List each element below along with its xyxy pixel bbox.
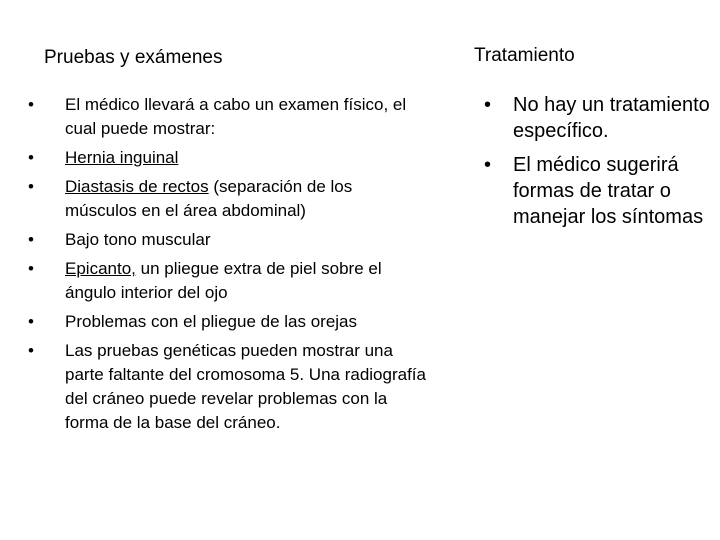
- list-item: [28, 339, 428, 435]
- bullet-icon: •: [28, 177, 34, 196]
- hernia-inguinal-link[interactable]: Hernia inguinal: [65, 148, 179, 167]
- bullet-icon: •: [28, 230, 34, 249]
- item-text: Bajo tono muscular: [65, 230, 211, 249]
- left-bullet-list: [28, 93, 428, 440]
- item-text: No hay un tratamiento específico.: [513, 94, 710, 142]
- list-item: [28, 228, 428, 252]
- bullet-icon: •: [28, 95, 34, 114]
- list-item: [28, 310, 428, 334]
- item-text: un pliegue extra de piel sobre el ángulo interior del ojo: [65, 259, 382, 302]
- item-text: Las pruebas genéticas pueden mostrar una parte faltante del cromosoma 5. Una radiografía del cráneo puede revelar problemas con la forma de la base del cráneo.: [65, 341, 426, 432]
- bullet-icon: •: [28, 312, 34, 331]
- list-item: [484, 92, 720, 144]
- epicanto-link[interactable]: Epicanto,: [65, 259, 136, 278]
- list-item: [28, 257, 428, 305]
- item-text: El médico llevará a cabo un examen físico, el cual puede mostrar:: [65, 95, 407, 138]
- right-bullet-list: [484, 92, 720, 238]
- bullet-icon: •: [484, 94, 492, 116]
- bullet-icon: •: [28, 148, 34, 167]
- right-column-title: Tratamiento: [474, 45, 575, 66]
- bullet-icon: •: [28, 341, 34, 360]
- bullet-icon: •: [28, 259, 34, 278]
- list-item: [28, 93, 428, 141]
- bullet-icon: •: [484, 154, 492, 176]
- list-item: [28, 146, 428, 170]
- item-text: Problemas con el pliegue de las orejas: [65, 312, 358, 331]
- item-text: El médico sugerirá formas de tratar o manejar los síntomas: [513, 154, 704, 228]
- diastasis-de-rectos-link[interactable]: Diastasis de rectos: [65, 177, 209, 196]
- item-text: (separación de los músculos en el área abdominal): [65, 177, 353, 220]
- list-item: [28, 175, 428, 223]
- list-item: [484, 152, 720, 230]
- left-column-title: Pruebas y exámenes: [44, 47, 223, 68]
